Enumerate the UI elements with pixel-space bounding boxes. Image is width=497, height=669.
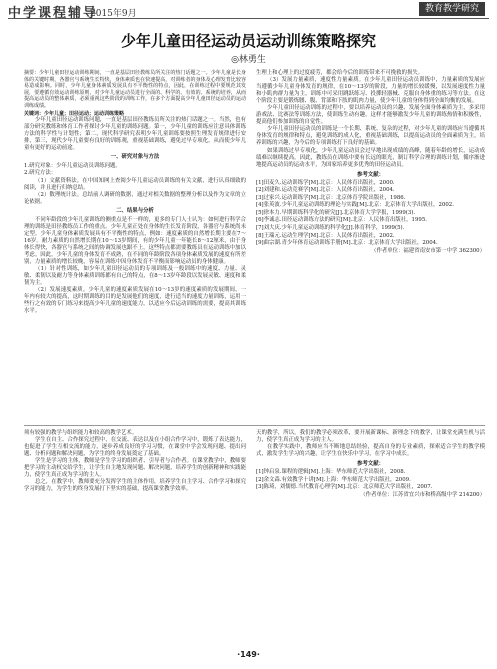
paragraph: 2.研究方法：	[24, 170, 57, 177]
paragraph: 1.研究对象：少年儿童运动员训练问题。	[24, 163, 121, 170]
paragraph: 学生是学习的主体，教师是学生学习的组织者、引导者与合作者。在课堂教学中，教师要把学习的主动权交给学生，让学生自主地发现问题、解决问题，培养学生的创新精神和实践能力，使学生真正成为学习的主人。	[24, 458, 246, 479]
paragraph: 总之，在教学中，教师要充分发挥学生的主体作用，培养学生自主学习、合作学习和探究学习的能力，为学生的终身发展打下坚实的基础，提高课堂教学效率。	[24, 479, 246, 493]
keywords: 关键词：少年儿童；田径运动；运动训练策略	[24, 110, 125, 117]
paragraph: 少年儿童田径运动训练问题，一直是基层田径教练员所关注的热门话题之一。当然，也有部分研究教练和体育工作者探讨少年儿童的训练问题。第一，少年儿童的训练应注意具体训练方法的科学性与计划性；第二，现代科学研究表明少年儿童训练要按照生理发育规律进行安排，第三，现代少年儿童要有良好的训练观，重视基础训练，避免过早专项化，从而使少年儿童有更好的运动前途。	[24, 117, 246, 152]
article-author: ◎林勇生	[231, 55, 266, 65]
section-heading: 二、结果与分析	[116, 207, 154, 214]
right-body	[256, 70, 485, 169]
second-affiliation: （作者单位：江苏省宜兴市和桥高级中学 214200）	[360, 491, 485, 498]
second-left-body	[24, 430, 246, 493]
second-references-list	[256, 469, 485, 491]
journal-name: 中学课程辅导	[8, 6, 99, 21]
reference-item: [5]徐本力.早期训练科学化的研究[J].北京体育大学学报，1999(3).	[256, 209, 416, 216]
paragraph: （2）发展速度素质。少年儿童的速度素质发展在10～13岁的速度素质的发展期间，一年内有较大的提高，这时期训练的目的是发展他们的速度，进行适当的速度力量训练，运用一些行之有效的专门练习来提高少年儿童的速度能力，以适应今后运动训练的需要，提高其训练水平。	[24, 287, 246, 315]
reference-item: [9]曲宗湖.青少年体育运动训练手册[M].北京：北京体育大学出版社，2004.	[256, 240, 438, 247]
second-right-column	[256, 430, 485, 499]
paragraph: 须有较强的教学与组织能力和较高的教学艺术。	[24, 430, 138, 436]
reference-item: [7]刘大庆.少年儿童运动训练的科学化[J].体育科学，1999(5).	[256, 224, 405, 231]
references-list	[256, 180, 485, 247]
reference-item: [4]张英波.少年儿童运动训练的理论与实践[M].北京：北京体育大学出版社，2002.	[256, 202, 454, 209]
reference-item: [1]钟启泉.课程的逻辑[M].上海：华东师范大学出版社，2008.	[256, 469, 406, 476]
paragraph: 不同年龄段的少年儿童训练的侧重点是不一样的，更多的专门人士认为：如何进行科学合理的训练是田径教练员工作的重点。少年儿童正处在身体的生长发育阶段，各器官与系统尚未定型。少年儿童身体素质发展具有不平衡性的特点，例如：速度素质的自然增长期主要在7～16岁。耐力素质的自然增长期在10～13岁期间，有的少年儿童一年能长8～12厘米，由于身体长得快，各器官与系统之间的协调发展也跟不上，这些特点都需要教练员在运动训练中加以考虑。因此，少年儿童的身体发育不成熟，在不同的年龄阶段各项身体素质发展的速度有所差别，力量素质的增长较晚，容易在训练中因身体发育不平衡而影响运动员的身体健康。	[24, 216, 246, 266]
issue-date: 2015年9月	[90, 9, 137, 19]
paragraph: 少年儿童田径运动训练的过程中，要以培养运动员的兴趣、发展全面身体素质为主，多采用游戏法、比赛法等训练方法，使训练生动有趣，这样才能够激发少年儿童的训练热情和积极性，提高他们参加训练的自觉性。	[256, 105, 485, 126]
left-body	[24, 117, 246, 315]
left-column	[24, 70, 246, 315]
affiliation: （作者单位：福建省南安市第一中学 362300）	[371, 247, 485, 254]
reference-item: [1]田麦久.运动训练学[M].北京：人民体育出版社，2000.	[256, 179, 395, 186]
paragraph: 在教学实践中，教师应当不断地总结经验，提高自身的专业素质，探索适合学生的教学模式，激发学生学习的兴趣，让学生在快乐中学习，在学习中成长。	[256, 444, 485, 458]
paragraph: 生理上和心理上的过度疲劳，都会给今后的训练带来不可挽救的损失。	[256, 70, 424, 76]
paragraph: （1）针对性训练，如少年儿童田径运动员的专项训练及一般训练中的速度、力量、灵敏、柔韧以及耐力等身体素质训练都有自己的特点，在8～13岁年龄段以发展灵敏、速度和柔韧为主。	[24, 266, 246, 287]
paragraph: 如果训练过早专项化，少年儿童运动员会过早地出现成绩的高峰，随着年龄的增长，运动成绩难以继续提高。因此，教练员在训练中要有长远的眼光，制订科学合理的训练计划，循序渐进地提高运动员的运动水平，为国家培养更多优秀的田径运动员。	[256, 147, 485, 168]
abstract: 摘要：少年儿童田径运动训练期间，一直是基层田径教练员所关注的热门话题之一。少年儿童是长身体的关键时期，各器官与系统生长特快，身体素质也在快速提高，对训练者的身体及心理发育比较容易造成影响。同时，少年儿童身体素质发展具有不平衡性的特点，因此，在训练过程中要规范其发展，要遵循有效运动训练原则，对少年儿童运动员进行全面的、科学的、有效的、系统的培养，从而提高运动员的整体素质，必须重视这些阶段的训练工作，在多个方面提高少年儿童田径运动员的运动训练成绩。	[24, 70, 246, 109]
paragraph: 少年儿童田径运动员的训练是一个长期、系统、复杂的过程，对少年儿童的训练应当遵循其身体发育的规律和特点，避免训练的成人化，重视基础训练，以提高运动员的全面素质为主，培养训练的兴趣，为今后的专项训练打下良好的基础。	[256, 126, 485, 147]
reference-item: [6]李诚志.田径运动训练方法的研究[M].北京：人民体育出版社，1995.	[256, 217, 427, 224]
paragraph: （2）数理统计法。总结前人调研的数据，通过对相关数据的整理分析以及作为文章的立论依据。	[24, 191, 246, 205]
section-tag: 教育教学研究	[419, 2, 485, 16]
article-divider	[24, 425, 485, 426]
second-right-body	[256, 430, 485, 458]
reference-item: [2]刘建和.运动竞赛学[M].北京：人民体育出版社，2004.	[256, 187, 395, 194]
reference-item: [3]陈琦，刘儒德.当代教育心理学[M].北京：北京师范大学出版社，2007.	[256, 484, 433, 491]
second-references-title: 参考文献：	[357, 461, 384, 468]
article-title: 少年儿童田径运动员运动训练策略探究	[120, 32, 376, 50]
references-title: 参考文献：	[357, 171, 384, 178]
reference-item: [3]过家兴.运动训练学[M].北京：北京体育学院出版社，1986.	[256, 194, 406, 201]
section-heading: 一、研究对象与方法	[110, 154, 160, 161]
paragraph: （3）发展力量素质，速度性力量素质。在少年儿童田径运动员训练中，力量素质的发展应当遵循少年儿童身体发育的规律，在10～13岁的阶段，力量的增长较缓慢，以发展速度性力量和小肌肉群力量为主，训练中可采用跳跃练习、投掷轻器械、克服自身体重的练习等方法。在这个阶段主要是锻炼腰、腹、背部和下肢的肌肉力量，使少年儿童的身体得到全面均衡的发展。	[256, 77, 485, 105]
header-rule	[8, 18, 489, 19]
reference-item: [2]余文森.有效教学十讲[M].上海：华东师范大学出版社，2009.	[256, 476, 411, 483]
paragraph: 学生在自主、合作探究过程中，在交流、表达以及在小组合作学习中，锻炼了表达能力，也促进了学生互相交流的能力，逐步养成良好的学习习惯，在课堂中学会发现问题、提出问题、分析问题和解决问题，为学生的终身发展奠定了基础。	[24, 437, 246, 458]
paragraph: （1）文献资料法。在中国知网上查阅少年儿童运动员训练的有关文献，进行认真细致的阅读，并且进行归纳总结。	[24, 177, 246, 191]
second-left-column	[24, 430, 246, 493]
page-header	[0, 0, 497, 20]
right-column	[256, 70, 485, 255]
paragraph: 天的教学，所以，我们的教学必须改革，要开展新课标、新理念下的教学，让课堂充满生机与活力，使学生真正成为学习的主人。	[256, 430, 485, 444]
page-number: ·149·	[237, 650, 260, 659]
reference-item: [8]王瑞元.运动生理学[M].北京：人民体育出版社，2002.	[256, 232, 395, 239]
